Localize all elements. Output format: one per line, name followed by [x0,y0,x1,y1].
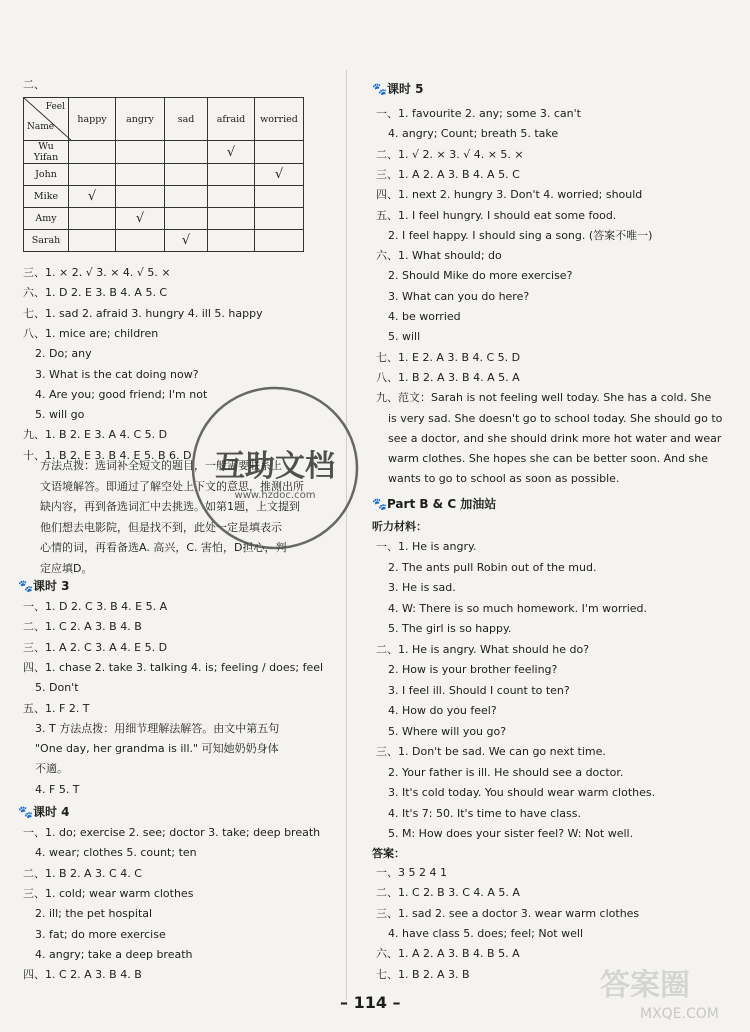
answer-line: 5. M: How does your sister feel? W: Not well. [388,827,634,840]
answer-line: 三、1. A 2. A 3. B 4. A 5. C [376,167,520,181]
table-cell [255,186,304,208]
answer-line: 4. angry; Count; breath 5. take [388,127,559,141]
answer-line: 4. W: There is so much homework. I'm worried. [388,601,648,615]
answer-line: 一、1. do; exercise 2. see; doctor 3. take; deep breath [23,826,321,839]
listening-label: 听力材料： [372,520,427,533]
answer-line: 3. It's cold today. You should wear warm clothes. [388,786,656,799]
paw-icon: 🐾 [18,579,33,593]
answer-line: 4. wear; clothes 5. count; ten [35,846,197,860]
col-header: angry [116,98,165,141]
answer-line: 一、1. D 2. C 3. B 4. E 5. A [23,600,168,613]
answer-line: 3. T 方法点拨：用细节理解法解答。由文中第五句 [35,721,280,735]
table-cell [165,164,208,186]
stamp-text: 互助文档 [215,449,335,484]
check-mark: √ [255,164,304,186]
col-header: afraid [208,98,255,141]
table-cell [116,164,165,186]
row-name: John [24,164,69,186]
answer-line: 六、1. A 2. A 3. B 4. B 5. A [376,947,520,961]
answer-line: 3. He is sad. [388,581,456,594]
table-cell [255,230,304,252]
answer-line: 2. I feel happy. I should sing a song. (答案不唯一) [388,228,653,242]
row-name: Wu Yifan [24,141,69,164]
col-header: happy [69,98,116,141]
answer-line: 心情的词，再看备选A. 高兴，C. 害怕，D担心，判 [40,541,287,555]
answers-label: 答案： [372,847,405,860]
name-label: Name [27,122,55,132]
paw-icon: 🐾 [372,497,387,511]
k4-header: 🐾课时 4 [18,805,70,819]
answer-line: 二、1. B 2. A 3. C 4. C [23,866,142,880]
answer-line: 定应填D。 [40,562,93,575]
k5-header: 🐾课时 5 [372,82,424,96]
answer-line: 七、1. E 2. A 3. B 4. C 5. D [376,350,521,364]
answer-line: 4. be worried [388,310,461,323]
answer-line: 2. The ants pull Robin out of the mud. [388,560,597,574]
table-cell [208,230,255,252]
answer-line: 5. Where will you go? [388,724,507,738]
table-row [24,164,304,186]
answer-line: 四、1. next 2. hungry 3. Don't 4. worried; should [376,188,643,202]
answer-line: 2. Should Mike do more exercise? [388,269,573,283]
check-mark: √ [116,208,165,230]
answer-line: 八、1. mice are; children [23,326,159,340]
k3-header: 🐾课时 3 [18,579,70,593]
table-cell [208,186,255,208]
answer-line: 5. will go [35,408,85,422]
answer-line: 三、1. sad 2. see a doctor 3. wear warm clothes [376,906,640,920]
table-cell [116,141,165,164]
answer-line: 3. What can you do here? [388,289,530,303]
page-number: – 114 – [340,993,401,1012]
table-cell [165,208,208,230]
table-cell [69,164,116,186]
answer-line: 七、1. B 2. A 3. B [376,967,470,981]
answer-line: see a doctor, and she should drink more hot water and wear [388,431,722,445]
answer-line: 九、范文：Sarah is not feeling well today. She has a cold. She [376,391,712,405]
answer-line: 三、1. × 2. √ 3. × 4. √ 5. × [23,266,171,279]
answer-line: 4. Are you; good friend; I'm not [35,387,208,401]
answer-line: 2. ill; the pet hospital [35,907,153,921]
answer-line: 3. fat; do more exercise [35,927,166,941]
paw-icon: 🐾 [372,82,387,96]
answer-line: 4. have class 5. does; feel; Not well [388,926,583,940]
table-cell [165,141,208,164]
answer-line: 2. Your father is ill. He should see a doctor. [388,765,624,779]
feelings-table [23,97,304,252]
answer-line: is very sad. She doesn't go to school today. She should go to [388,411,723,425]
answer-line: 三、1. Don't be sad. We can go next time. [376,745,606,758]
answer-line: 他们想去电影院，但是找不到，此处一定是填表示 [40,520,282,534]
answer-line: wants to go to school as soon as possible. [388,472,620,486]
col-header: sad [165,98,208,141]
table-cell [116,186,165,208]
table-row [24,230,304,252]
answer-line: 十、1. B 2. E 3. B 4. E 5. B 6. D [23,448,192,462]
table-row [24,141,304,164]
table-cell [208,208,255,230]
answer-line: 5. will [388,330,421,344]
table-cell [255,141,304,164]
answer-line: 六、1. D 2. E 3. B 4. A 5. C [23,286,168,300]
answer-line: 5. Don't [35,681,79,695]
section-2-label: 二、 [23,78,45,91]
answer-line: 4. F 5. T [35,782,80,796]
answer-line: 四、1. C 2. A 3. B 4. B [23,968,142,982]
answer-line: 方法点拨：选词补全短文的题目，一般需要联系上 [40,459,282,472]
answer-line: 4. It's 7: 50. It's time to have class. [388,806,581,820]
answer-line: 五、1. F 2. T [23,701,90,715]
stamp-watermark [185,378,365,558]
table-cell [208,164,255,186]
table-cell [255,208,304,230]
check-mark: √ [208,141,255,164]
answer-line: 二、1. C 2. B 3. C 4. A 5. A [376,886,520,900]
table-cell [165,186,208,208]
row-name: Sarah [24,230,69,252]
answer-line: 一、3 5 2 4 1 [376,866,447,879]
answer-line: 一、1. favourite 2. any; some 3. can't [376,107,581,120]
answer-line: 5. The girl is so happy. [388,622,512,635]
answer-line: 四、1. chase 2. take 3. talking 4. is; feeling / does; feel [23,660,324,674]
answer-line: 七、1. sad 2. afraid 3. hungry 4. ill 5. happy [23,306,263,320]
answer-line: 六、1. What should; do [376,249,502,263]
table-cell [69,230,116,252]
table-corner-header [24,98,69,141]
answer-line: "One day, her grandma is ill." 可知她奶奶身体 [35,742,279,756]
part-bc-header: 🐾Part B & C 加油站 [372,497,497,511]
answer-line: 2. Do; any [35,347,92,361]
answer-line: 4. How do you feel? [388,704,497,717]
answer-line: 3. What is the cat doing now? [35,367,199,381]
answer-line: 二、1. C 2. A 3. B 4. B [23,620,142,634]
row-name: Amy [24,208,69,230]
answer-line: 二、1. √ 2. × 3. √ 4. × 5. × [376,147,524,161]
feel-label: Feel [45,102,65,112]
row-name: Mike [24,186,69,208]
answer-line: 4. angry; take a deep breath [35,947,193,961]
stamp-url: www.hzdoc.com [234,490,316,501]
table-cell [69,141,116,164]
answer-line: 文语境解答。即通过了解空处上下文的意思，推测出所 [40,479,304,493]
check-mark: √ [69,186,116,208]
table-row [24,208,304,230]
check-mark: √ [165,230,208,252]
answer-line: 一、1. He is angry. [376,540,477,553]
table-cell [116,230,165,252]
paw-icon: 🐾 [18,805,33,819]
answer-line: 3. I feel ill. Should I count to ten? [388,683,570,697]
answer-line: 二、1. He is angry. What should he do? [376,642,590,656]
corner-watermark: 答案圈 [600,968,690,1003]
answer-line: 三、1. A 2. C 3. A 4. E 5. D [23,640,168,654]
answer-line: 五、1. I feel hungry. I should eat some food. [376,208,617,222]
answer-line: warm clothes. She hopes she can be better soon. And she [388,452,709,466]
answer-line: 缺内容，再到备选词汇中去挑选。如第1题，上文提到 [40,500,300,514]
col-header: worried [255,98,304,141]
answer-line: 2. How is your brother feeling? [388,663,558,676]
table-cell [69,208,116,230]
answer-line: 三、1. cold; wear warm clothes [23,886,194,900]
answer-line: 不適。 [35,762,68,776]
answer-line: 八、1. B 2. A 3. B 4. A 5. A [376,370,520,384]
answer-line: 九、1. B 2. E 3. A 4. C 5. D [23,428,168,442]
corner-watermark-url: MXQE.COM [640,1006,719,1022]
table-row [24,186,304,208]
